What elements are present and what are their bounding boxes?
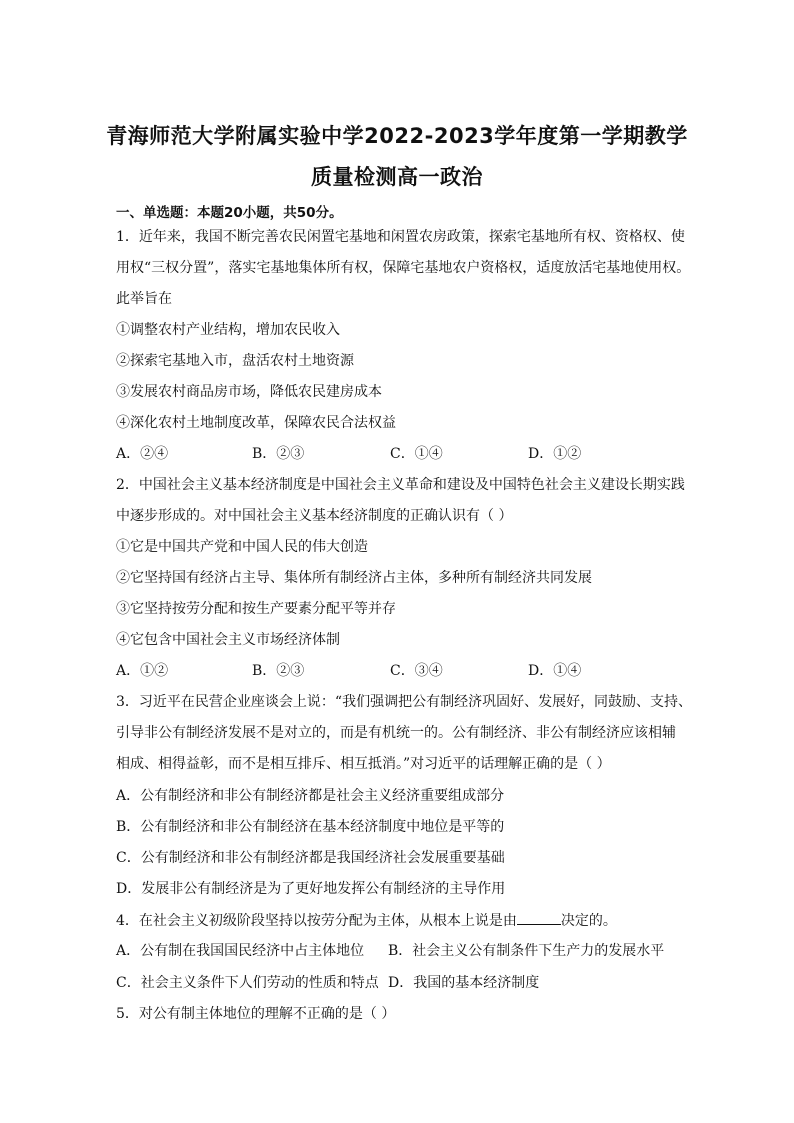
q1-option-d[interactable]: D．①② bbox=[528, 446, 582, 462]
exam-title-line2: 质量检测高一政治 bbox=[311, 165, 483, 189]
q4-option-d[interactable]: D．我国的基本经济制度 bbox=[388, 975, 540, 991]
q1-item-3: ③发展农村商品房市场，降低农民建房成本 bbox=[116, 384, 382, 400]
q2-item-2: ②它坚持国有经济占主导、集体所有制经济占主体，多种所有制经济共同发展 bbox=[116, 570, 592, 586]
q4-options-row1 bbox=[116, 941, 688, 961]
q3-stem-line2: 引导非公有制经济发展不是对立的，而是有机统一的。公有制经济、非公有制经济应该相辅 bbox=[116, 725, 676, 741]
q4-option-b[interactable]: B．社会主义公有制条件下生产力的发展水平 bbox=[388, 943, 665, 959]
q2-option-c[interactable]: C．③④ bbox=[390, 663, 443, 679]
q1-option-b[interactable]: B．②③ bbox=[252, 446, 305, 462]
q5-stem: 5．对公有制主体地位的理解不正确的是（ ） bbox=[116, 1006, 396, 1022]
q1-stem-line1: 1．近年来，我国不断完善农民闲置宅基地和闲置农房政策，探索宅基地所有权、资格权、使 bbox=[116, 229, 685, 245]
q1-stem-line2: 用权“三权分置”，落实宅基地集体所有权，保障宅基地农户资格权，适度放活宅基地使用权。 bbox=[116, 260, 691, 276]
q2-option-b[interactable]: B．②③ bbox=[252, 663, 305, 679]
exam-title-line1: 青海师范大学附属实验中学2022-2023学年度第一学期教学 bbox=[106, 124, 688, 148]
q4-stem bbox=[116, 910, 688, 931]
q3-stem-line1: 3．习近平在民营企业座谈会上说：“我们强调把公有制经济巩固好、发展好，同鼓励、支持、 bbox=[116, 694, 693, 710]
q4-stem-before: 4．在社会主义初级阶段坚持以按劳分配为主体，从根本上说是由 bbox=[116, 913, 517, 929]
q1-option-c[interactable]: C．①④ bbox=[390, 446, 443, 462]
q1-stem-line3: 此举旨在 bbox=[116, 291, 172, 307]
q4-option-a[interactable]: A．公有制在我国国民经济中占主体地位 bbox=[116, 943, 365, 959]
q4-options-row2 bbox=[116, 973, 688, 993]
q4-answer-blank bbox=[517, 910, 561, 925]
q3-option-a[interactable]: A．公有制经济和非公有制经济都是社会主义经济重要组成部分 bbox=[116, 788, 505, 804]
q2-item-4: ④它包含中国社会主义市场经济体制 bbox=[116, 632, 340, 648]
q1-item-2: ②探索宅基地入市，盘活农村土地资源 bbox=[116, 353, 354, 369]
q2-item-3: ③它坚持按劳分配和按生产要素分配平等并存 bbox=[116, 601, 396, 617]
q1-options bbox=[116, 444, 688, 464]
q2-stem-line2: 中逐步形成的。对中国社会主义基本经济制度的正确认识有（ ） bbox=[116, 508, 513, 524]
section-heading: 一、单选题：本题20小题，共50分。 bbox=[116, 205, 343, 221]
q3-stem-line3: 相成、相得益彰，而不是相互排斥、相互抵消。”对习近平的话理解正确的是（ ） bbox=[116, 756, 611, 772]
q2-option-d[interactable]: D．①④ bbox=[528, 663, 582, 679]
q3-option-d[interactable]: D．发展非公有制经济是为了更好地发挥公有制经济的主导作用 bbox=[116, 881, 506, 897]
q4-option-c[interactable]: C．社会主义条件下人们劳动的性质和特点 bbox=[116, 975, 379, 991]
q3-option-b[interactable]: B．公有制经济和非公有制经济在基本经济制度中地位是平等的 bbox=[116, 819, 505, 835]
q1-option-a[interactable]: A．②④ bbox=[116, 446, 169, 462]
q2-stem-line1: 2．中国社会主义基本经济制度是中国社会主义革命和建设及中国特色社会主义建设长期实践 bbox=[116, 477, 685, 493]
q2-item-1: ①它是中国共产党和中国人民的伟大创造 bbox=[116, 539, 368, 555]
q3-option-c[interactable]: C．公有制经济和非公有制经济都是我国经济社会发展重要基础 bbox=[116, 850, 505, 866]
q2-options bbox=[116, 661, 688, 681]
q2-option-a[interactable]: A．①② bbox=[116, 663, 169, 679]
q1-item-1: ①调整农村产业结构，增加农民收入 bbox=[116, 322, 340, 338]
q4-stem-after: 决定的。 bbox=[560, 913, 617, 929]
q1-item-4: ④深化农村土地制度改革，保障农民合法权益 bbox=[116, 415, 396, 431]
